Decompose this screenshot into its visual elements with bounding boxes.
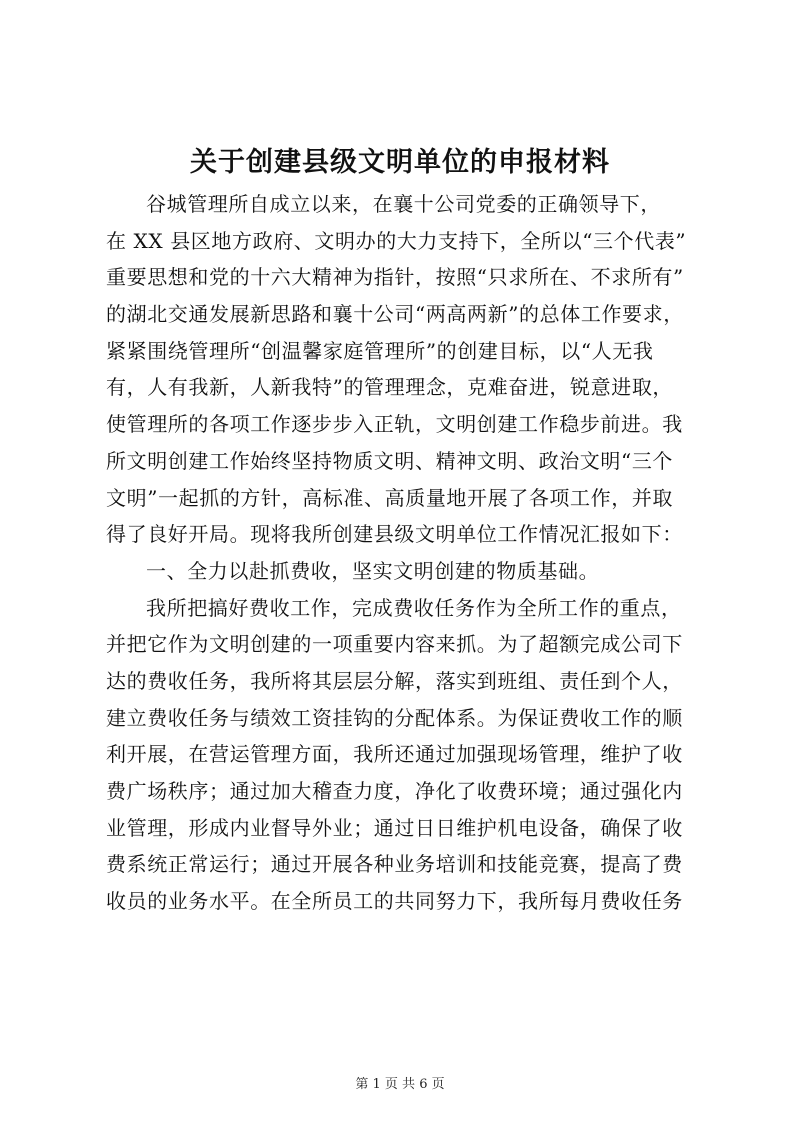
text-line: 建立费收任务与绩效工资挂钩的分配体系。为保证费收工作的顺 (106, 705, 683, 730)
text-line: 有，人有我新，人新我特”的管理理念，克难奋进，锐意进取， (106, 375, 674, 400)
text-line: 谷城管理所自成立以来，在襄十公司党委的正确领导下， (146, 192, 661, 216)
text-line: 费系统正常运行；通过开展各种业务培训和技能竞赛，提高了费 (106, 852, 683, 877)
text-line: 利开展，在营运管理方面，我所还通过加强现场管理，维护了收 (106, 742, 683, 767)
text-line: 费广场秩序；通过加大稽查力度，净化了收费环境；通过强化内 (106, 779, 683, 803)
text-line: 重要思想和党的十六大精神为指针，按照“只求所在、不求所有” (106, 265, 684, 290)
page-number-footer: 第 1 页 共 6 页 (355, 1077, 445, 1092)
text-line: 所文明创建工作始终坚持物质文明、精神文明、政治文明“三个 (106, 448, 674, 473)
text-line: 业管理，形成内业督导外业；通过日日维护机电设备，确保了收 (106, 815, 683, 840)
text-line: 得了良好开局。现将我所创建县级文明单位工作情况汇报如下： (106, 522, 683, 547)
document-body (106, 186, 706, 920)
text-line: 的湖北交通发展新思路和襄十公司“两高两新”的总体工作要求， (106, 302, 684, 327)
text-line: 使管理所的各项工作逐步步入正轨，文明创建工作稳步前进。我 (106, 412, 683, 437)
section-heading: 一、全力以赴抓费收，坚实文明创建的物质基础。 (146, 558, 600, 583)
text-line: 在 XX 县区地方政府、文明办的大力支持下，全所以“三个代表” (106, 228, 687, 253)
text-line: 我所把搞好费收工作，完成费收任务作为全所工作的重点， (146, 595, 682, 620)
document-title: 关于创建县级文明单位的申报材料 (190, 147, 610, 178)
text-line: 紧紧围绕管理所“创温馨家庭管理所”的创建目标，以“人无我 (106, 338, 654, 363)
text-line: 达的费收任务，我所将其层层分解，落实到班组、责任到个人， (106, 668, 683, 693)
text-line: 并把它作为文明创建的一项重要内容来抓。为了超额完成公司下 (106, 632, 683, 657)
text-line: 文明”一起抓的方针，高标准、高质量地开展了各项工作，并取 (106, 485, 674, 510)
text-line: 收员的业务水平。在全所员工的共同努力下，我所每月费收任务 (106, 889, 683, 914)
